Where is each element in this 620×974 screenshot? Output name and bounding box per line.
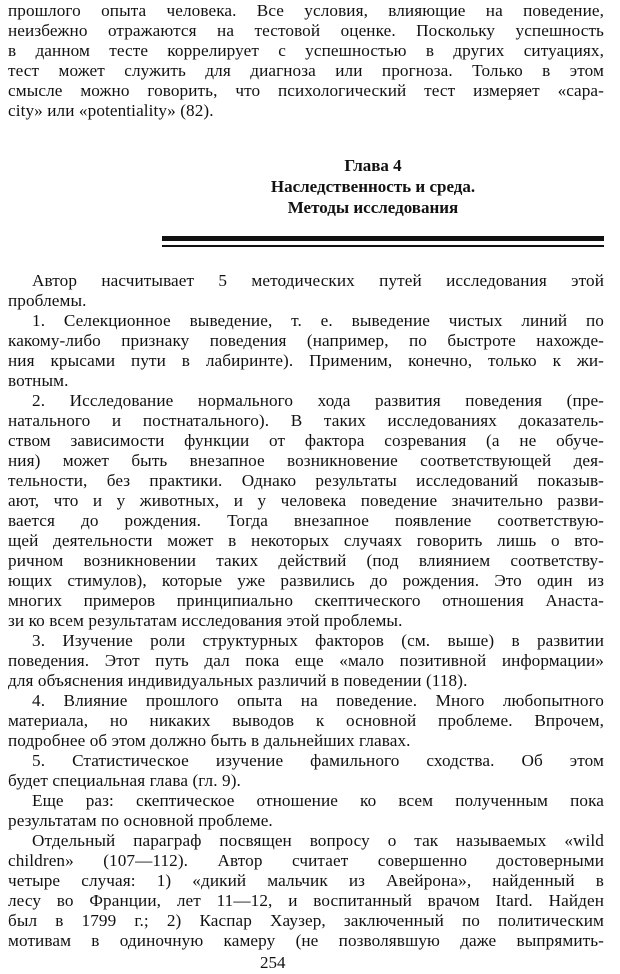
chapter-title-line-2: Методы исследования [287, 198, 459, 217]
text-line: натального и постнатального). В таких исследованиях доказатель- [8, 411, 604, 430]
text-line: тельности, без практики. Однако результаты исследований показыв- [8, 471, 604, 490]
text-line: многих примеров принципиально скептического отношения Анаста- [8, 591, 604, 610]
text-line: Автор насчитывает 5 методических путей исследования этой [32, 271, 604, 290]
text-line: 1. Селекционное выведение, т. е. выведение чистых линий по [32, 311, 604, 330]
text-line: в данном тесте коррелирует с успешностью в других ситуациях, [8, 41, 604, 60]
text-line: какому-либо признаку поведения (например, по быстроте нахожде- [8, 331, 604, 350]
text-line: проблемы. [8, 291, 87, 310]
text-line: ством зависимости функции от фактора созревания (а не обуче- [8, 431, 604, 450]
chapter-divider-thin [162, 245, 604, 247]
text-line: зи ко всем результатам исследования этой проблемы. [8, 611, 403, 630]
text-line: поведения. Этот путь дал пока еще «мало позитивной информации» [8, 651, 604, 670]
text-line: был в 1799 г.; 2) Каспар Хаузер, заключенный по политическим [8, 911, 604, 930]
text-line: 5. Статистическое изучение фамильного сходства. Об этом [32, 751, 604, 770]
text-line: ричном возникновении таких действий (под влиянием соответству- [8, 551, 604, 570]
text-line: ющих стимулов), которые уже развились до рождения. Это один из [8, 571, 604, 590]
text-line: 4. Влияние прошлого опыта на поведение. Много любопытного [32, 691, 604, 710]
text-line: материала, но никаких выводов к основной проблеме. Впрочем, [8, 711, 604, 730]
text-line: ния) может быть внезапное возникновение соответствующей дея- [8, 451, 604, 470]
chapter-divider-thick [162, 236, 604, 241]
text-line: Отдельный параграф посвящен вопросу о так называемых «wild [32, 831, 604, 850]
chapter-title-line-1: Наследственность и среда. [270, 177, 476, 196]
text-line: неизбежно отражаются на тестовой оценке. Поскольку успешность [8, 21, 604, 40]
text-line: четыре случая: 1) «дикий мальчик из Авейрона», найденный в [8, 871, 604, 890]
text-line: вотным. [8, 371, 69, 390]
text-line: для объяснения индивидуальных различий в поведении (118). [8, 671, 468, 690]
text-line: ают, что и у животных, и у человека поведение значительно разви- [8, 491, 604, 510]
text-line: щей деятельности может в некоторых случаях говорить лишь о вто- [8, 531, 604, 550]
text-line: мотивам в одиночную камеру (не позволявшую даже выпрямить- [8, 931, 604, 950]
text-line: смысле можно говорить, что психологический тест измеряет «capa- [8, 81, 604, 100]
text-line: лесу во Франции, лет 11—12, и воспитанный врачом Itard. Найден [8, 891, 604, 910]
text-line: city» или «potentiality» (82). [8, 101, 214, 120]
text-line: children» (107—112). Автор считает совершенно достоверными [8, 851, 604, 870]
chapter-number: Глава 4 [344, 156, 402, 175]
text-line: подробнее об этом должно быть в дальнейших главах. [8, 731, 411, 750]
page-number: 254 [260, 953, 286, 972]
text-line: вается до рождения. Тогда внезапное появление соответствую- [8, 511, 604, 530]
text-line: результатам по основной проблеме. [8, 811, 273, 830]
text-line: тест может служить для диагноза или прогноза. Только в этом [8, 61, 604, 80]
text-line: прошлого опыта человека. Все условия, влияющие на поведение, [8, 1, 604, 20]
text-line: Еще раз: скептическое отношение ко всем полученным пока [32, 791, 604, 810]
text-line: ния крысами пути в лабиринте). Применим, конечно, только к жи- [8, 351, 604, 370]
text-line: 3. Изучение роли структурных факторов (см. выше) в развитии [32, 631, 604, 650]
text-line: 2. Исследование нормального хода развития поведения (пре- [32, 391, 604, 410]
text-line: будет специальная глава (гл. 9). [8, 771, 241, 790]
